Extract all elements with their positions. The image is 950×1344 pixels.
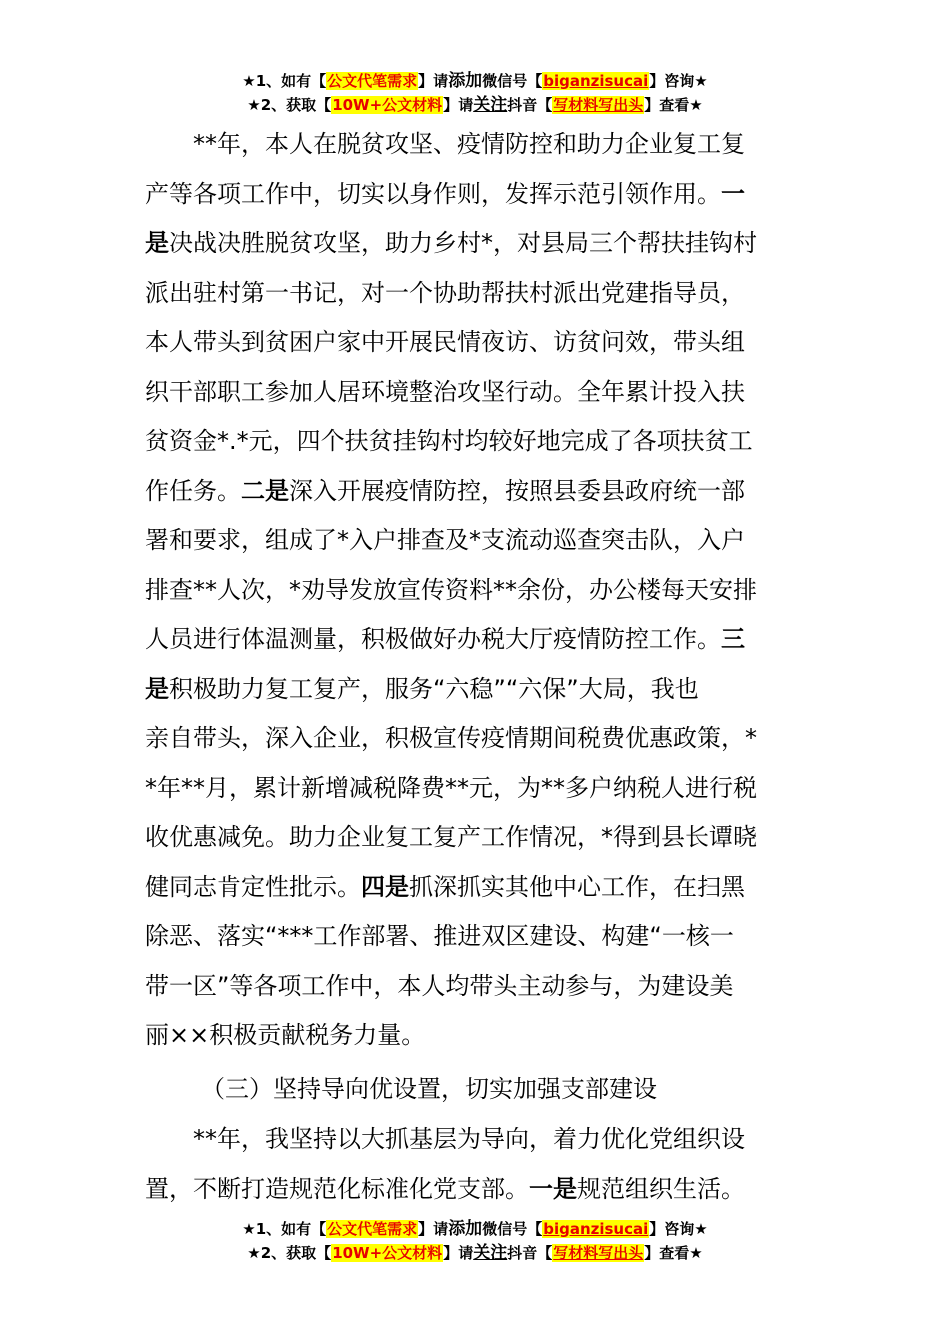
text-run: 贫资金*.*元，四个扶贫挂钩村均较好地完成了各项扶贫工: [145, 427, 753, 455]
text-line: [145, 962, 800, 1012]
text-line: [145, 615, 800, 665]
text-run: 置，不断打造规范化标准化党支部。: [145, 1174, 529, 1203]
text-run: [385, 873, 745, 901]
paragraph-branch-building: [145, 1115, 800, 1214]
bold-marker: 是: [385, 872, 409, 901]
text-line: [145, 170, 800, 220]
section-heading: [145, 1065, 800, 1115]
text-run: 深入开展疫情防控，按照县委县政府统一部: [289, 476, 745, 505]
text-line: [145, 1011, 800, 1061]
text-run: 产等各项工作中，切实以身作则，发挥示范引领作用。: [145, 179, 721, 208]
promo-highlight: 公文代笔需求: [327, 1220, 418, 1238]
wechat-id-highlight[interactable]: biganzisucai: [543, 72, 649, 90]
bold-marker: 是: [145, 229, 169, 257]
promo-text: 关注: [473, 95, 508, 115]
text-line: [145, 368, 800, 418]
wechat-id-highlight[interactable]: biganzisucai: [543, 1220, 649, 1238]
text-run: 排查**人次，*劝导发放宣传资料**余份，办公楼每天安排: [145, 575, 757, 604]
text-run: 织干部职工参加人居环境整治攻坚行动。全年累计投入扶: [145, 377, 745, 406]
text-run: 派出驻村第一书记，对一个协助帮扶村派出党建指导员，: [145, 278, 745, 307]
text-run: 丽××积极贡献税务力量。: [145, 1021, 426, 1049]
promo-text: 】查看★: [644, 96, 703, 114]
promo-banner-top: [0, 69, 950, 117]
promo-line-2: [0, 1241, 950, 1265]
text-run: 健同志肯定性批示。: [145, 872, 361, 901]
text-run: **年，我坚持以大抓基层为导向，着力优化党组织设: [193, 1125, 745, 1153]
bold-marker: 四: [361, 872, 385, 901]
promo-text: ★2、获取【: [247, 1244, 332, 1262]
text-line: [145, 566, 800, 616]
text-line: [145, 120, 800, 170]
promo-text: 微信号【: [482, 1220, 543, 1238]
bold-marker: 一是: [529, 1174, 577, 1203]
promo-text: 】请: [443, 96, 474, 114]
text-line: [145, 219, 800, 269]
text-line: [145, 912, 800, 962]
promo-text: 】请: [443, 1244, 474, 1262]
promo-text: 微信号【: [482, 72, 543, 90]
promo-text: ★1、如有【: [242, 1220, 327, 1238]
promo-text: 抖音【: [507, 96, 553, 114]
promo-text: 】查看★: [644, 1244, 703, 1262]
promo-text: 】咨询★: [649, 72, 708, 90]
text-line: [145, 764, 800, 814]
promo-text: 】咨询★: [649, 1220, 708, 1238]
promo-highlight: 10W+公文材料: [332, 1244, 443, 1262]
bold-marker: 是: [145, 674, 169, 703]
text-run: 规范组织生活。: [577, 1174, 745, 1203]
promo-line-1: [0, 69, 950, 93]
promo-banner-bottom: [0, 1217, 950, 1265]
text-run: 除恶、落实“***工作部署、推进双区建设、构建“一核一: [145, 922, 734, 950]
text-run: 亲自带头，深入企业，积极宣传疫情期间税费优惠政策，*: [145, 724, 757, 752]
text-line: [145, 665, 800, 715]
text-line: [145, 467, 800, 517]
text-run: 抓深抓实其他中心工作，在扫黑: [409, 872, 745, 901]
text-run: **年，本人在脱贫攻坚、疫情防控和助力企业复工复: [193, 130, 745, 158]
text-run: 积极助力复工复产，服务“六稳”“六保”大局，我也: [169, 674, 699, 703]
promo-text: ★1、如有【: [242, 72, 327, 90]
promo-text: 添加: [448, 1219, 483, 1239]
text-line: [145, 714, 800, 764]
text-run: 作任务。: [145, 476, 241, 505]
text-run: 带一区”等各项工作中，本人均带头主动参与，为建设美: [145, 971, 734, 1000]
bold-marker: 三: [721, 625, 745, 653]
bold-marker: 一: [721, 179, 745, 208]
text-line: [145, 516, 800, 566]
promo-text: 关注: [473, 1243, 508, 1263]
text-line: [145, 1115, 800, 1165]
promo-text: 】请: [418, 1220, 449, 1238]
text-run: 决战决胜脱贫攻坚，助力乡村*，对县局三个帮扶挂钩村: [169, 229, 757, 257]
text-run: *年**月，累计新增减税降费**元，为**多户纳税人进行税: [145, 773, 757, 802]
paragraph-achievements: [145, 120, 800, 1061]
promo-text: 】请: [418, 72, 449, 90]
text-line: [145, 318, 800, 368]
text-run: 署和要求，组成了*入户排查及*支流动巡查突击队，入户: [145, 526, 745, 554]
promo-line-1: [0, 1217, 950, 1241]
promo-highlight: 10W+公文材料: [332, 96, 443, 114]
promo-line-2: [0, 93, 950, 117]
douyin-id-highlight[interactable]: 写材料写出头: [553, 96, 644, 114]
promo-text: 添加: [448, 71, 483, 91]
promo-highlight: 公文代笔需求: [327, 72, 418, 90]
text-run: 人员进行体温测量，积极做好办税大厅疫情防控工作。: [145, 625, 721, 653]
heading-text: （三）坚持导向优设置，切实加强支部建设: [201, 1075, 657, 1103]
bold-marker: 二是: [241, 476, 289, 505]
text-line: [145, 269, 800, 319]
text-line: [145, 863, 800, 913]
promo-text: ★2、获取【: [247, 96, 332, 114]
text-line: [145, 1165, 800, 1215]
text-line: [145, 813, 800, 863]
douyin-id-highlight[interactable]: 写材料写出头: [553, 1244, 644, 1262]
text-line: [145, 417, 800, 467]
text-run: 本人带头到贫困户家中开展民情夜访、访贫问效，带头组: [145, 328, 745, 356]
promo-text: 抖音【: [507, 1244, 553, 1262]
text-run: 收优惠减免。助力企业复工复产工作情况，*得到县长谭晓: [145, 823, 757, 851]
